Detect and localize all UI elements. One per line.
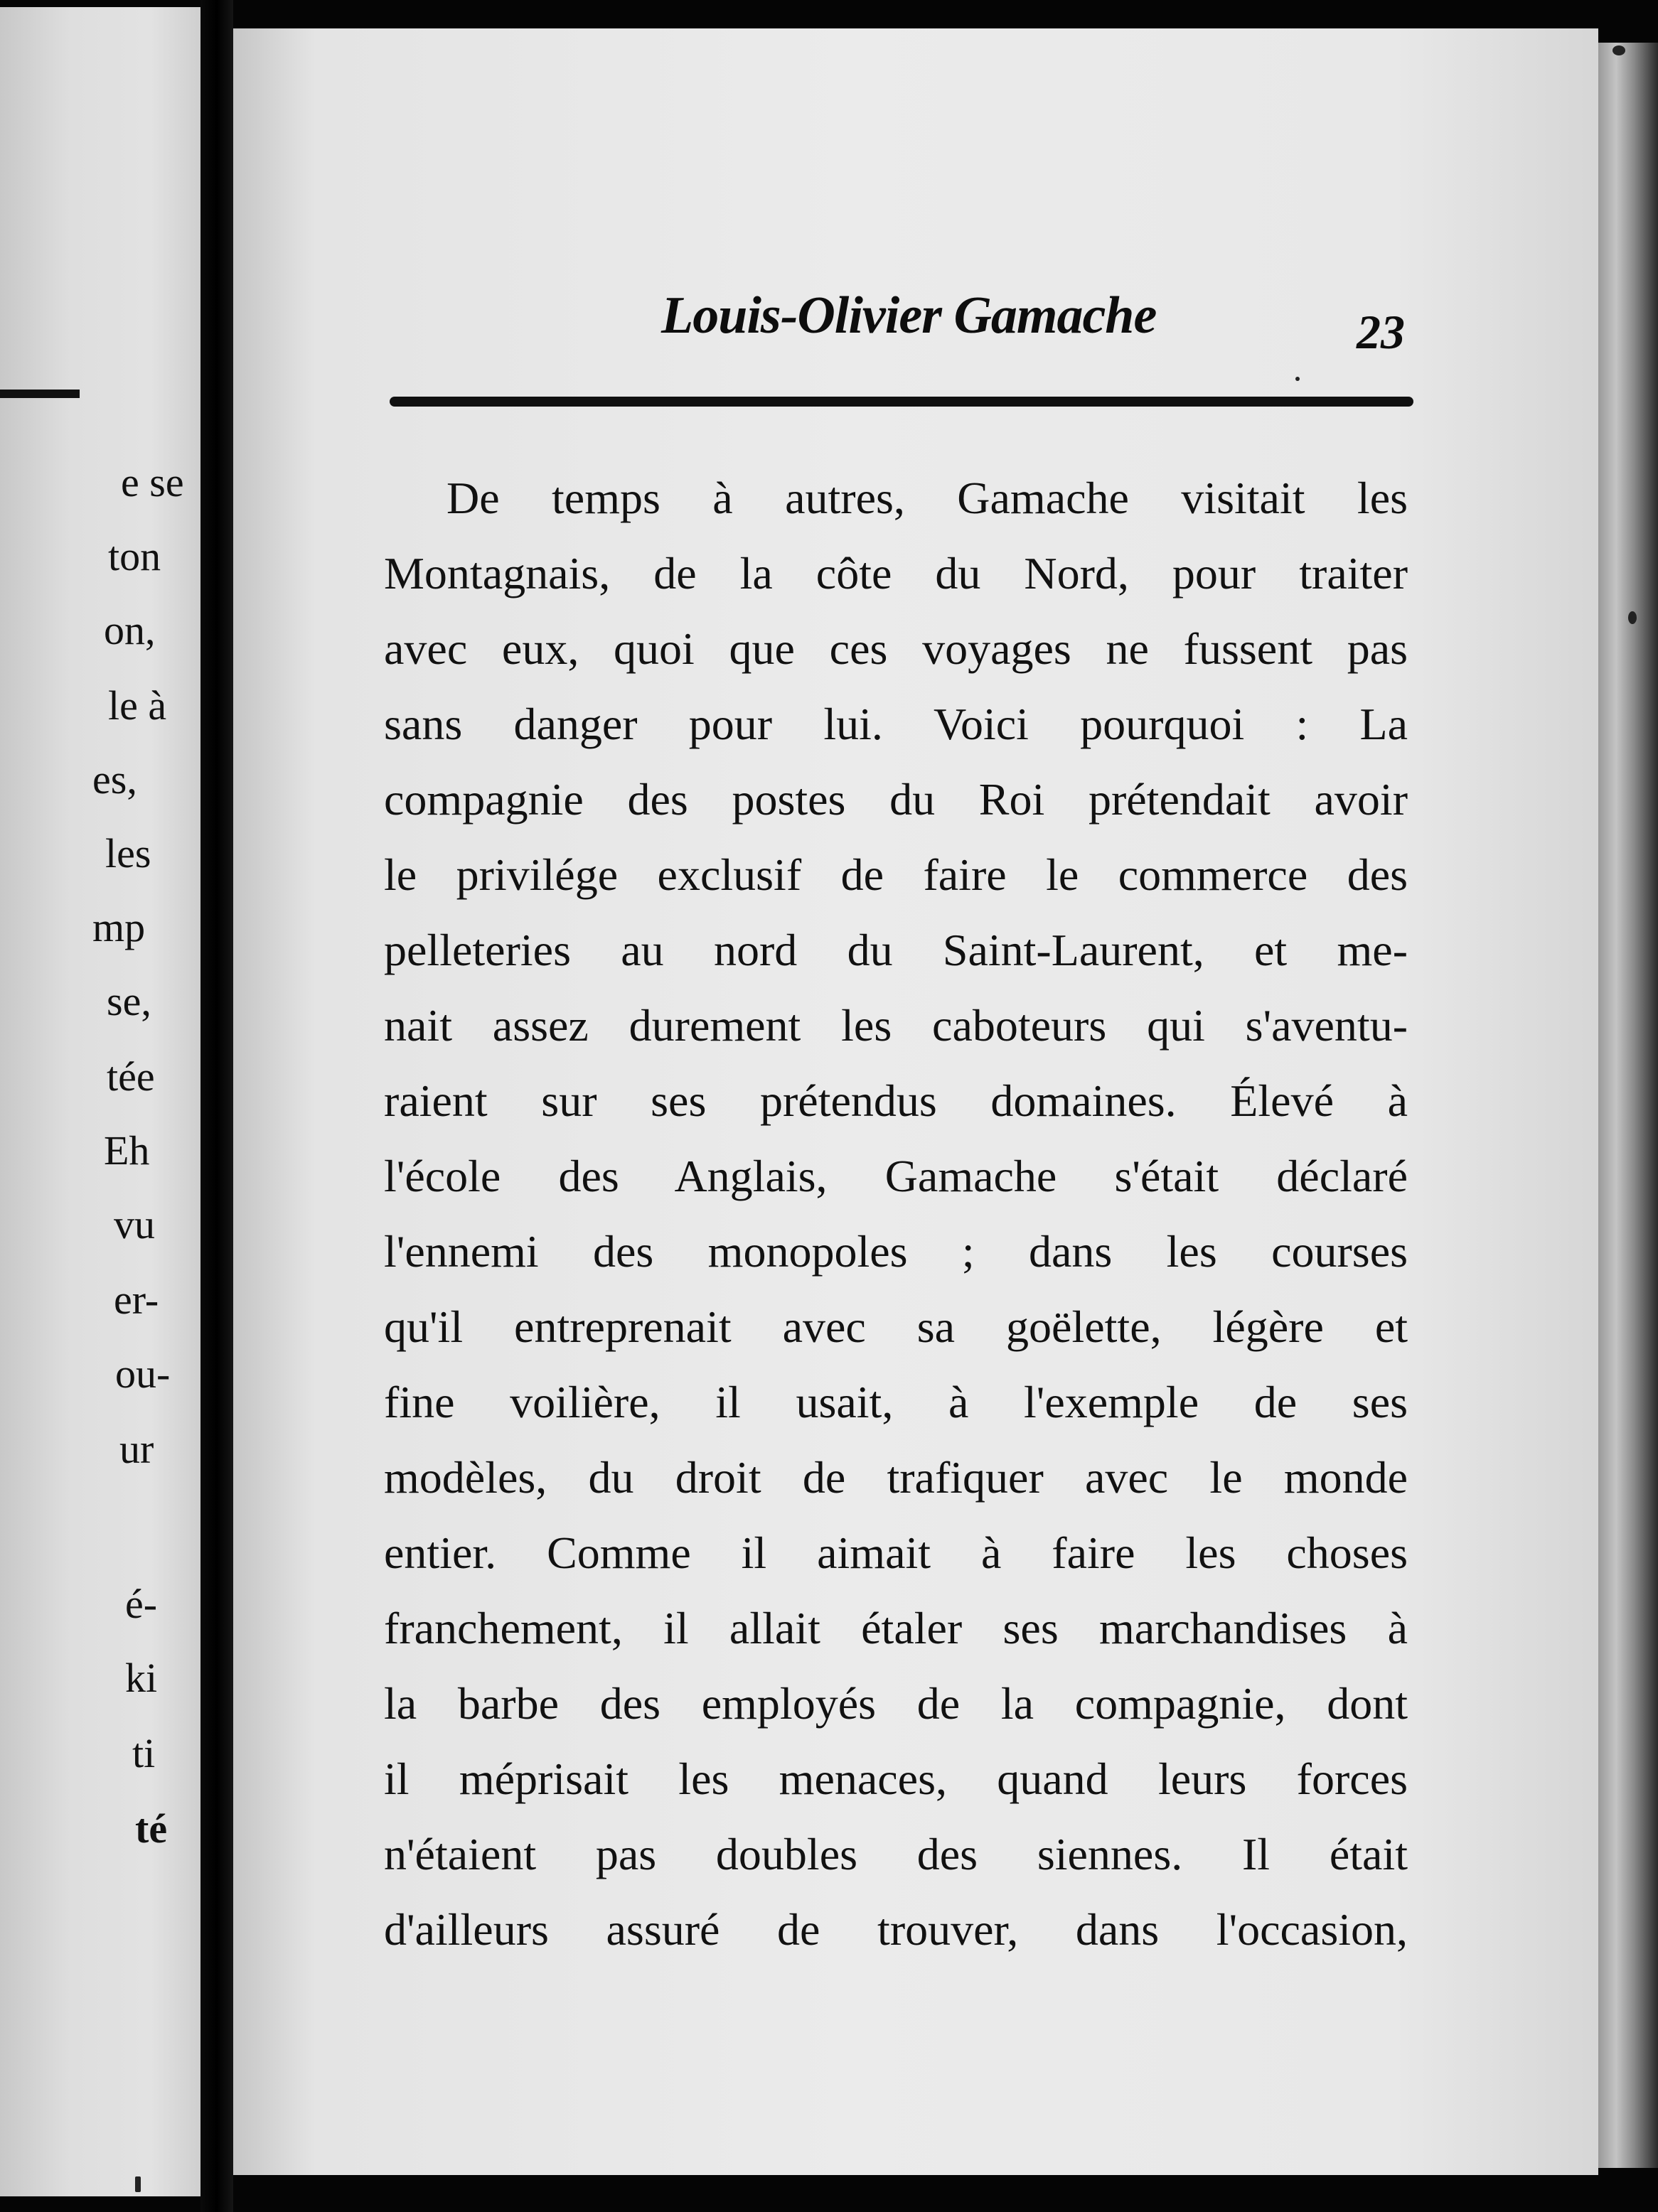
text-line: De temps à autres, Gamache visitait les — [446, 473, 1408, 523]
scan-speck — [1295, 377, 1300, 381]
left-fragment-line: ur — [119, 1426, 154, 1472]
page-number: 23 — [1357, 305, 1405, 359]
text-line: le privilége exclusif de faire le commerce des — [384, 849, 1408, 900]
body-paragraph — [384, 461, 1408, 1967]
running-head-title: Louis-Olivier Gamache — [661, 286, 1157, 345]
text-line: fine voilière, il usait, à l'exemple de ses — [384, 1377, 1408, 1427]
left-fragment-line: e se — [121, 459, 184, 505]
left-fragment-line: ki — [125, 1655, 158, 1701]
text-line: la barbe des employés de la compagnie, dont — [384, 1678, 1408, 1729]
left-fragment-line: mp — [92, 904, 146, 950]
scan-speck — [1628, 611, 1637, 624]
text-line: Montagnais, de la côte du Nord, pour traiter — [384, 548, 1408, 598]
left-fragment-line: ton — [108, 533, 161, 579]
text-line: compagnie des postes du Roi prétendait avoir — [384, 774, 1408, 825]
text-line: l'ennemi des monopoles ; dans les courses — [384, 1226, 1408, 1277]
header-rule — [390, 397, 1413, 407]
left-fragment-line: tée — [107, 1053, 155, 1100]
page-edge-shadow — [1598, 43, 1658, 2168]
left-fragment-line: on, — [104, 607, 156, 653]
text-line: qu'il entreprenait avec sa goëlette, légère et — [384, 1301, 1408, 1352]
text-line: nait assez durement les caboteurs qui s'aventu- — [384, 1000, 1408, 1051]
left-fragment-line: le à — [108, 682, 167, 729]
left-fragment-line: é- — [125, 1581, 158, 1627]
left-fragment-line: ou- — [115, 1351, 171, 1397]
left-page-rule — [0, 390, 80, 398]
left-page-fragment — [0, 7, 200, 2196]
text-line: avec eux, quoi que ces voyages ne fussent pas — [384, 623, 1408, 674]
text-line: entier. Comme il aimait à faire les choses — [384, 1528, 1408, 1578]
left-fragment-line: er- — [114, 1277, 159, 1323]
text-line: n'étaient pas doubles des siennes. Il était — [384, 1829, 1408, 1879]
text-line: sans danger pour lui. Voici pourquoi : La — [384, 699, 1408, 749]
left-fragment-line: es, — [92, 756, 137, 802]
left-fragment-line: se, — [107, 978, 151, 1024]
bleed-through-text — [611, 235, 1394, 277]
left-fragment-line: vu — [114, 1201, 155, 1247]
scan-speck — [1612, 45, 1625, 55]
left-fragment-line: ti — [132, 1730, 156, 1776]
text-line: raient sur ses prétendus domaines. Élevé à — [384, 1075, 1408, 1126]
scan-speck — [135, 2176, 141, 2192]
left-fragment-line: té — [135, 1805, 168, 1852]
text-line: franchement, il allait étaler ses marchandises à — [384, 1603, 1408, 1653]
text-line: modèles, du droit de trafiquer avec le monde — [384, 1452, 1408, 1503]
book-gutter — [200, 0, 233, 2212]
text-line: pelleteries au nord du Saint-Laurent, et me- — [384, 925, 1408, 975]
text-line: il méprisait les menaces, quand leurs forces — [384, 1754, 1408, 1804]
left-fragment-line: Eh — [104, 1127, 150, 1174]
left-fragment-line: les — [105, 830, 151, 876]
text-line: d'ailleurs assuré de trouver, dans l'occasion, — [384, 1904, 1408, 1955]
text-line: l'école des Anglais, Gamache s'était déclaré — [384, 1151, 1408, 1201]
